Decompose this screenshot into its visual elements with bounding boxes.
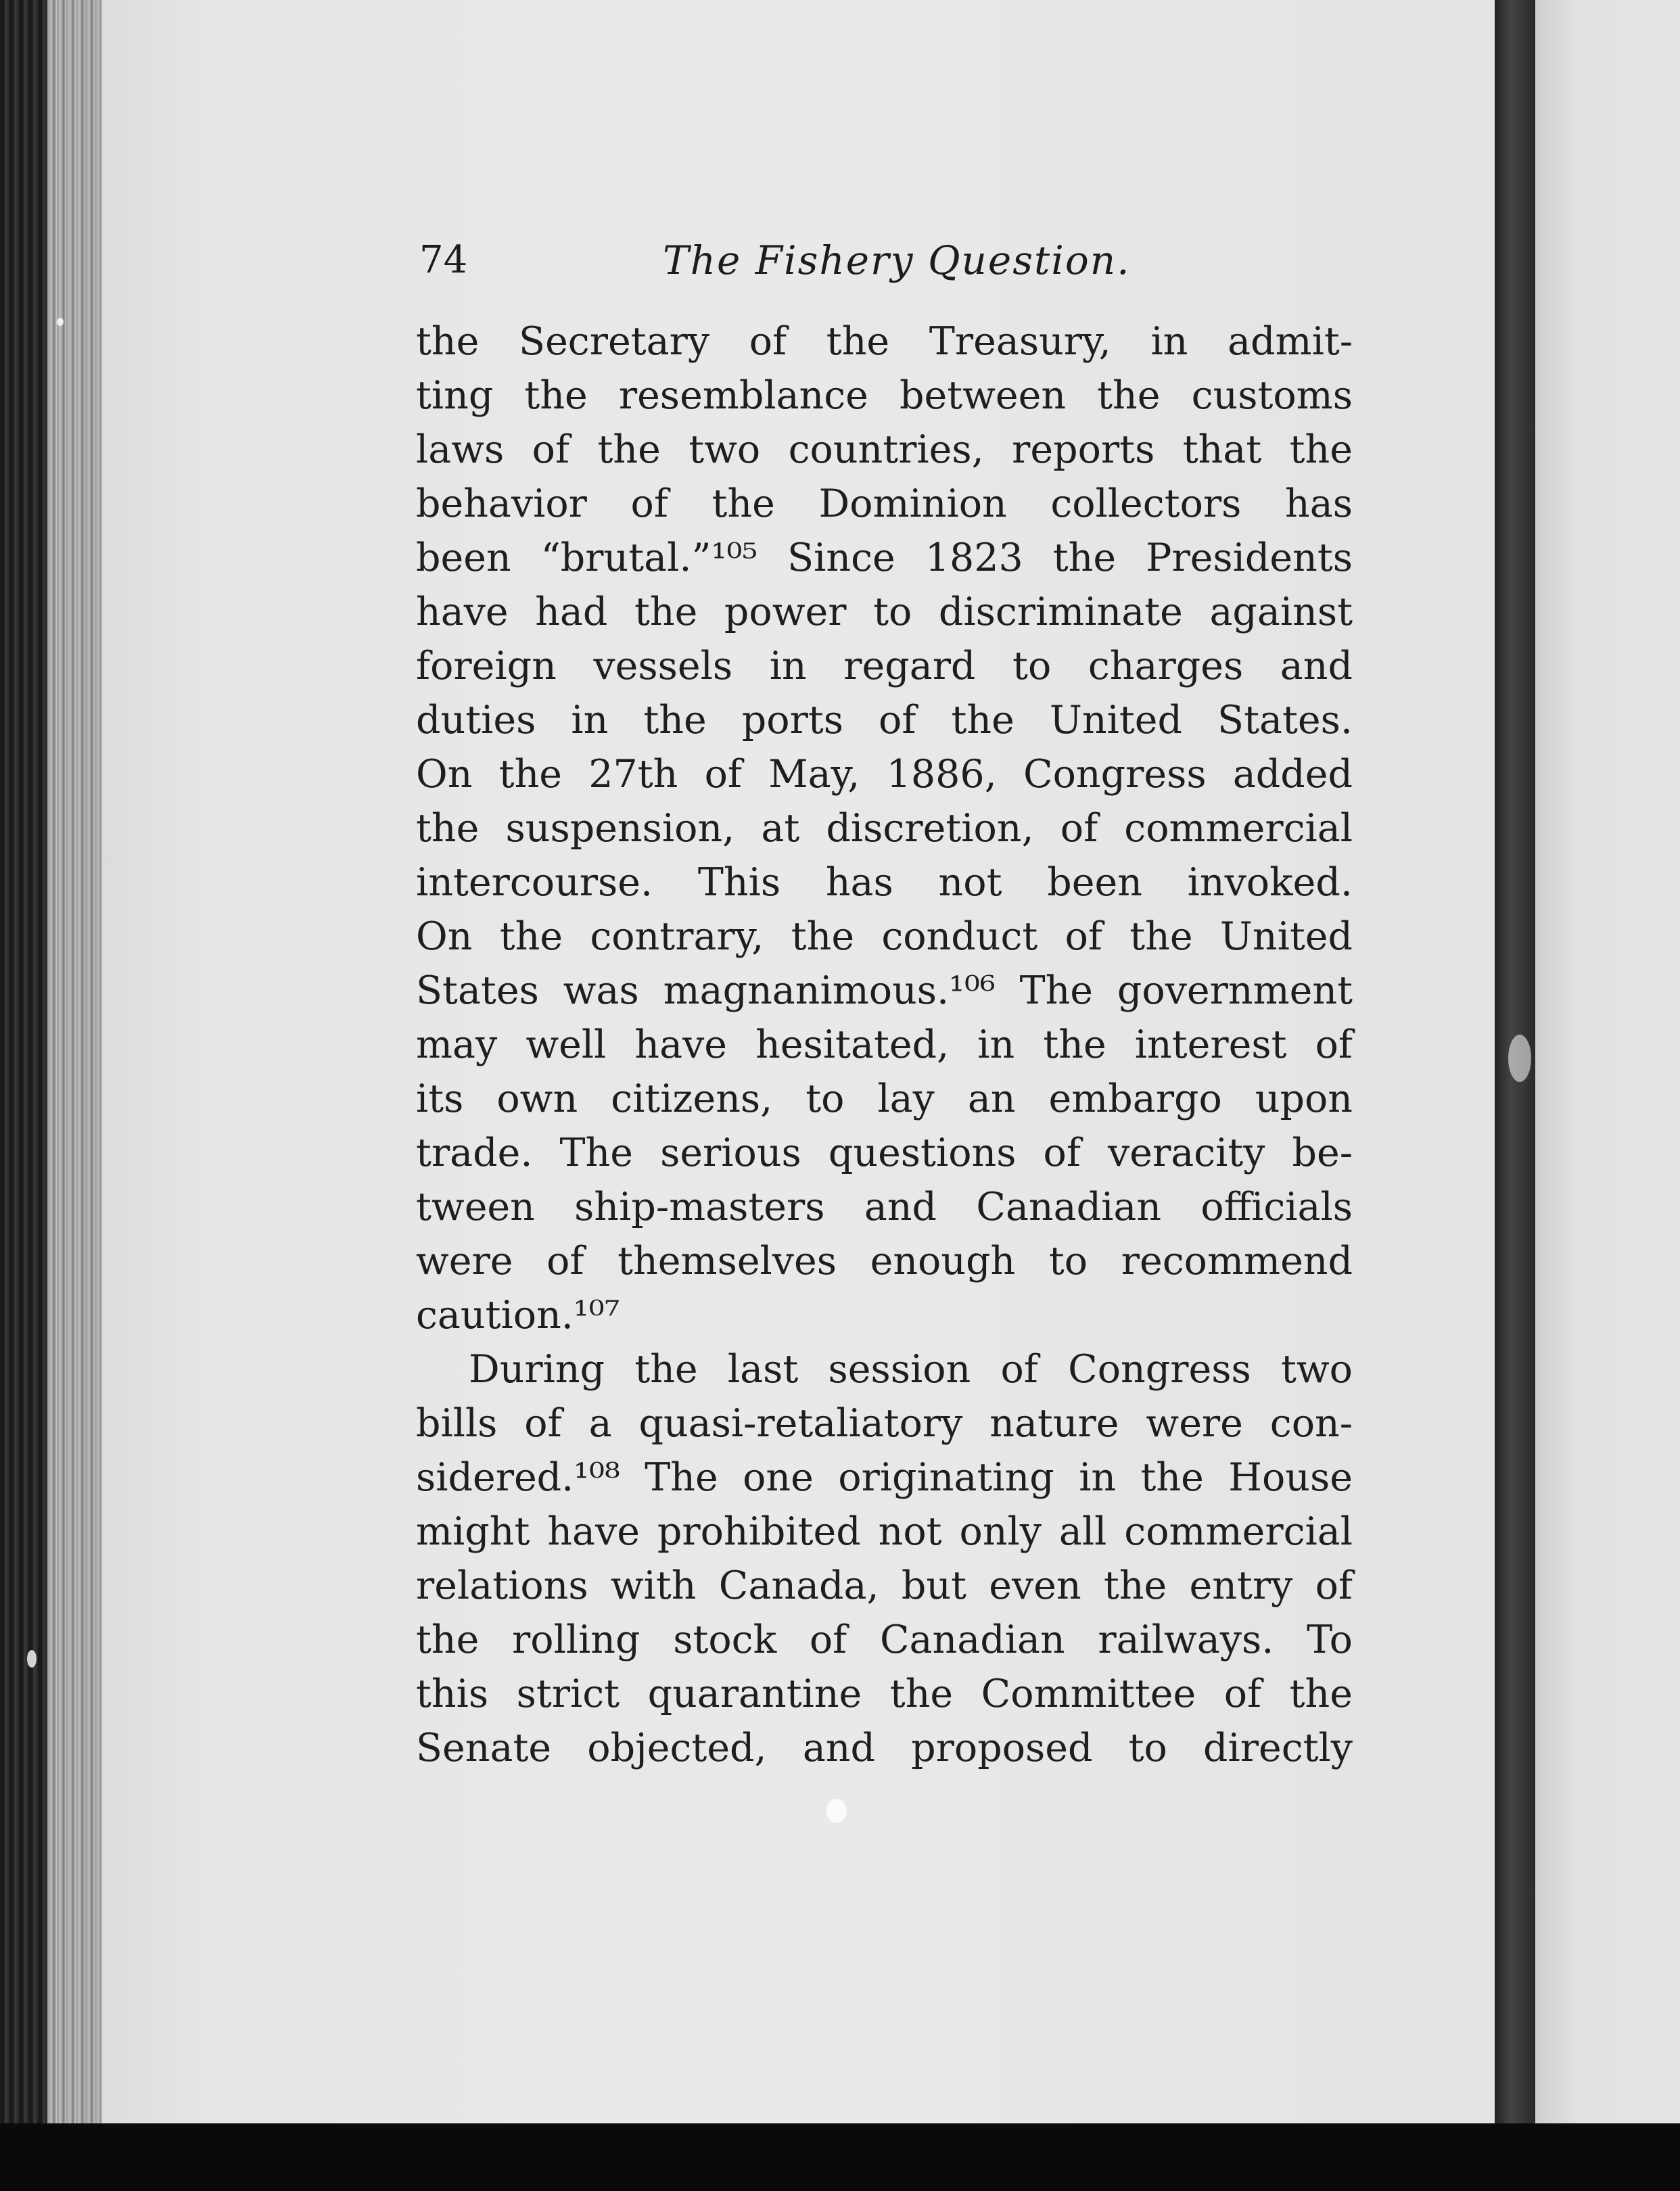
text-line: On the contrary, the conduct of the United xyxy=(416,914,1353,959)
text-line: States was magnanimous.¹⁰⁶ The government xyxy=(416,968,1353,1013)
text-line: this strict quarantine the Committee of the xyxy=(416,1672,1353,1716)
dust-speck xyxy=(826,1799,847,1823)
text-line: have had the power to discriminate against xyxy=(416,590,1353,634)
text-line: caution.¹⁰⁷ xyxy=(416,1293,620,1338)
dust-speck xyxy=(1508,1035,1531,1082)
text-line: trade. The serious questions of veracity be- xyxy=(416,1131,1353,1175)
text-line: bills of a quasi-retaliatory nature were con- xyxy=(416,1401,1353,1446)
text-line: foreign vessels in regard to charges and xyxy=(416,644,1353,688)
text-line: relations with Canada, but even the entry of xyxy=(416,1563,1353,1608)
text-line: Senate objected, and proposed to directly xyxy=(416,1726,1353,1770)
text-line: were of themselves enough to recommend xyxy=(416,1239,1353,1283)
text-line: During the last session of Congress two xyxy=(469,1347,1353,1392)
text-line: intercourse. This has not been invoked. xyxy=(416,860,1353,905)
text-line: behavior of the Dominion collectors has xyxy=(416,481,1353,526)
text-line: the rolling stock of Canadian railways. To xyxy=(416,1618,1353,1662)
text-line: sidered.¹⁰⁸ The one originating in the House xyxy=(416,1455,1353,1500)
dust-speck xyxy=(57,318,64,326)
text-line: ting the resemblance between the customs xyxy=(416,373,1353,418)
running-title: The Fishery Question. xyxy=(663,237,1131,283)
text-line: the suspension, at discretion, of commercial xyxy=(416,806,1353,851)
running-header xyxy=(419,230,1353,291)
body-text xyxy=(416,314,1353,1775)
text-line: On the 27th of May, 1886, Congress added xyxy=(416,752,1353,797)
text-line: may well have hesitated, in the interest of xyxy=(416,1022,1353,1067)
text-line: its own citizens, to lay an embargo upon xyxy=(416,1077,1353,1121)
page-edge-strip xyxy=(47,0,101,2123)
text-line: the Secretary of the Treasury, in admit- xyxy=(416,319,1353,364)
film-bottom-edge xyxy=(0,2123,1680,2191)
text-line: been “brutal.”¹⁰⁵ Since 1823 the Presidents xyxy=(416,536,1353,580)
dust-speck xyxy=(27,1650,37,1668)
text-line: laws of the two countries, reports that the xyxy=(416,427,1353,472)
text-line: might have prohibited not only all commercial xyxy=(416,1509,1353,1554)
page-number: 74 xyxy=(419,238,468,282)
facing-page xyxy=(1535,0,1680,2123)
text-line: tween ship-masters and Canadian officials xyxy=(416,1185,1353,1229)
text-line: duties in the ports of the United States. xyxy=(416,698,1353,743)
